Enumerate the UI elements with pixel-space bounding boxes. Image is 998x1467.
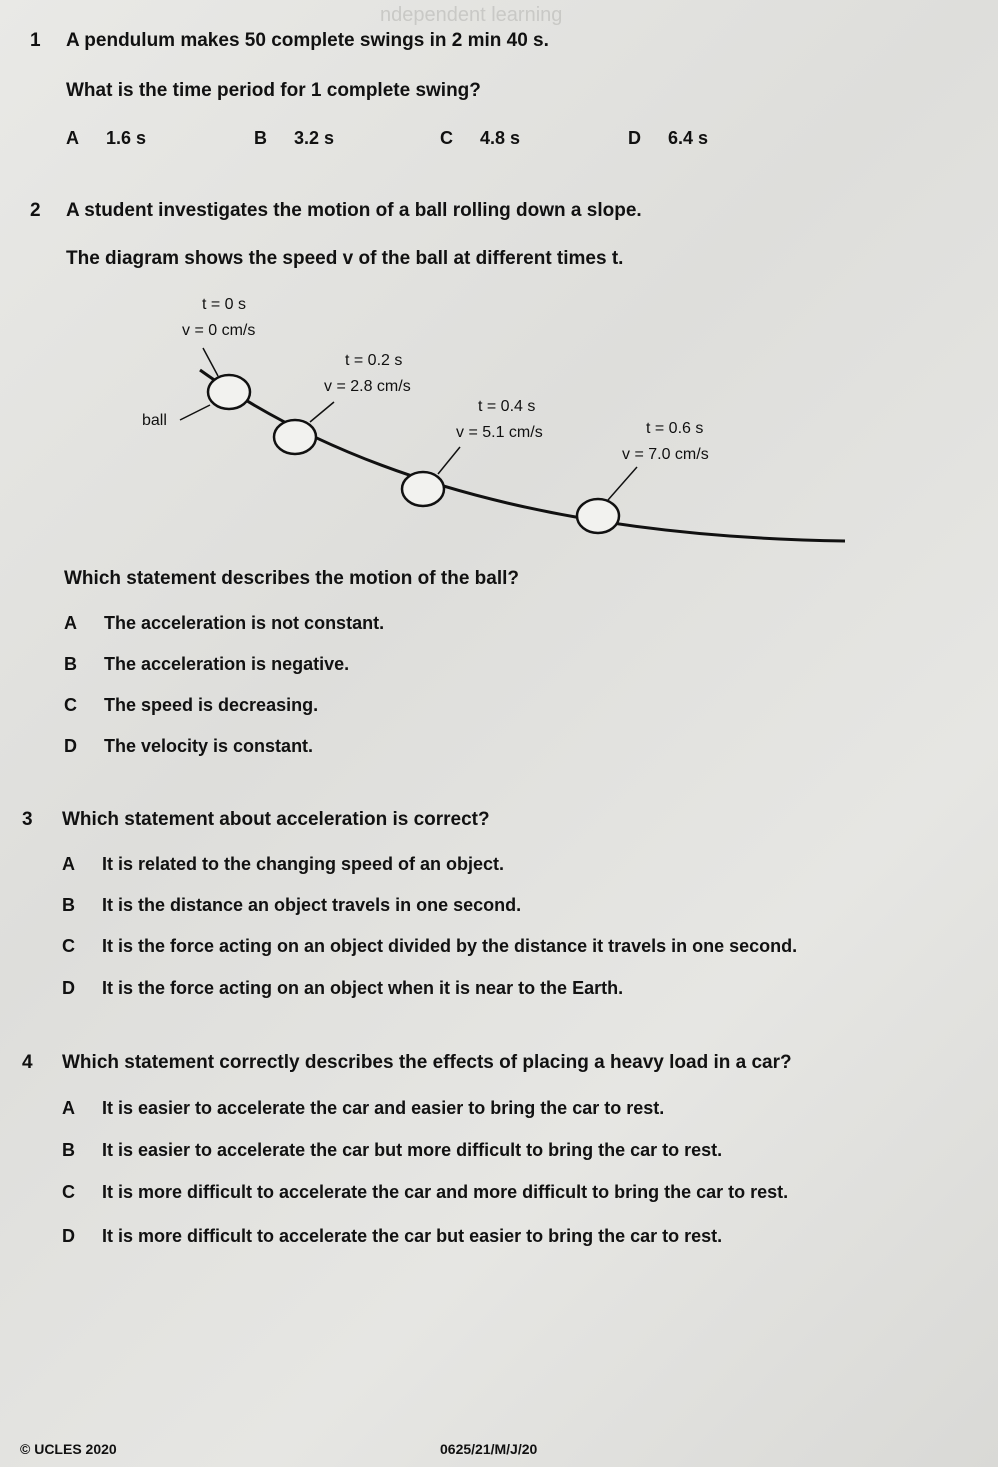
option-text: The acceleration is not constant.: [104, 613, 385, 633]
label-v0: v = 0 cm/s: [182, 322, 256, 339]
label-v04: v = 5.1 cm/s: [456, 424, 543, 441]
label-t04: t = 0.4 s: [478, 398, 536, 415]
slope-diagram: [0, 0, 998, 560]
option-text: 1.6 s: [106, 128, 147, 148]
question-3-number: 3: [22, 809, 33, 830]
question-4-line-1: Which statement correctly describes the effects of placing a heavy load in a car?: [62, 1052, 792, 1073]
question-2-number: 2: [30, 200, 41, 221]
question-4-option-c[interactable]: [62, 1182, 788, 1203]
show-through-text: ndependent learning: [380, 4, 563, 26]
option-text: It is the force acting on an object divided by the distance it travels in one second.: [102, 936, 798, 956]
ball-1: [208, 375, 250, 409]
slope-curve: [200, 370, 845, 541]
label-t02: t = 0.2 s: [345, 352, 403, 369]
option-letter: D: [64, 736, 77, 756]
ball-2: [274, 420, 316, 454]
option-letter: A: [64, 613, 77, 633]
option-text: It is easier to accelerate the car and easier to bring the car to rest.: [102, 1098, 665, 1118]
leader-t02: [310, 402, 334, 422]
option-letter: C: [62, 936, 75, 956]
ball-label: ball: [142, 412, 167, 429]
label-t06: t = 0.6 s: [646, 420, 704, 437]
question-4-option-a[interactable]: [62, 1098, 664, 1119]
option-text: The acceleration is negative.: [104, 654, 350, 674]
question-2-line-3: Which statement describes the motion of the ball?: [64, 568, 519, 589]
question-2-line-2: The diagram shows the speed v of the ball at different times t.: [66, 248, 624, 269]
question-1-line-2: What is the time period for 1 complete swing?: [66, 80, 481, 101]
question-2-option-a[interactable]: [64, 613, 384, 634]
question-3-option-c[interactable]: [62, 936, 797, 957]
leader-t0: [203, 348, 218, 376]
option-letter: D: [628, 128, 641, 148]
option-letter: D: [62, 978, 75, 998]
question-2-option-d[interactable]: [64, 736, 313, 757]
option-letter: B: [254, 128, 267, 148]
question-1-line-1: A pendulum makes 50 complete swings in 2 min 40 s.: [66, 30, 549, 51]
label-v02: v = 2.8 cm/s: [324, 378, 411, 395]
option-text: The velocity is constant.: [104, 736, 314, 756]
leader-t06: [608, 467, 637, 500]
option-letter: C: [440, 128, 453, 148]
question-2-option-b[interactable]: [64, 654, 349, 675]
option-text: It is the force acting on an object when it is near to the Earth.: [102, 978, 624, 998]
option-text: 3.2 s: [294, 128, 335, 148]
option-letter: B: [64, 654, 77, 674]
option-text: It is easier to accelerate the car but more difficult to bring the car to rest.: [102, 1140, 723, 1160]
leader-t04: [438, 447, 460, 474]
label-v06: v = 7.0 cm/s: [622, 446, 709, 463]
option-letter: B: [62, 1140, 75, 1160]
question-3-option-b[interactable]: [62, 895, 521, 916]
ball-3: [402, 472, 444, 506]
option-letter: B: [62, 895, 75, 915]
label-t0: t = 0 s: [202, 296, 247, 313]
option-letter: C: [64, 695, 77, 715]
question-3-option-d[interactable]: [62, 978, 623, 999]
ball-label-leader: [180, 405, 210, 420]
question-4-option-d[interactable]: [62, 1226, 722, 1247]
option-letter: D: [62, 1226, 75, 1246]
option-letter: A: [66, 128, 79, 148]
option-text: It is related to the changing speed of an object.: [102, 854, 505, 874]
footer-copyright: © UCLES 2020: [20, 1441, 117, 1457]
ball-4: [577, 499, 619, 533]
option-letter: A: [62, 1098, 75, 1118]
option-text: 6.4 s: [668, 128, 709, 148]
option-text: It is more difficult to accelerate the car and more difficult to bring the car to rest.: [102, 1182, 789, 1202]
question-4-option-b[interactable]: [62, 1140, 722, 1161]
question-2-line-1: A student investigates the motion of a ball rolling down a slope.: [66, 200, 642, 221]
option-letter: C: [62, 1182, 75, 1202]
option-text: 4.8 s: [480, 128, 521, 148]
question-1-number: 1: [30, 30, 41, 51]
footer-paper-code: 0625/21/M/J/20: [440, 1441, 538, 1457]
option-letter: A: [62, 854, 75, 874]
question-2-option-c[interactable]: [64, 695, 318, 716]
option-text: The speed is decreasing.: [104, 695, 319, 715]
question-3-option-a[interactable]: [62, 854, 504, 875]
option-text: It is more difficult to accelerate the car but easier to bring the car to rest.: [102, 1226, 723, 1246]
question-3-line-1: Which statement about acceleration is correct?: [62, 809, 490, 830]
question-4-number: 4: [22, 1052, 33, 1073]
option-text: It is the distance an object travels in one second.: [102, 895, 522, 915]
